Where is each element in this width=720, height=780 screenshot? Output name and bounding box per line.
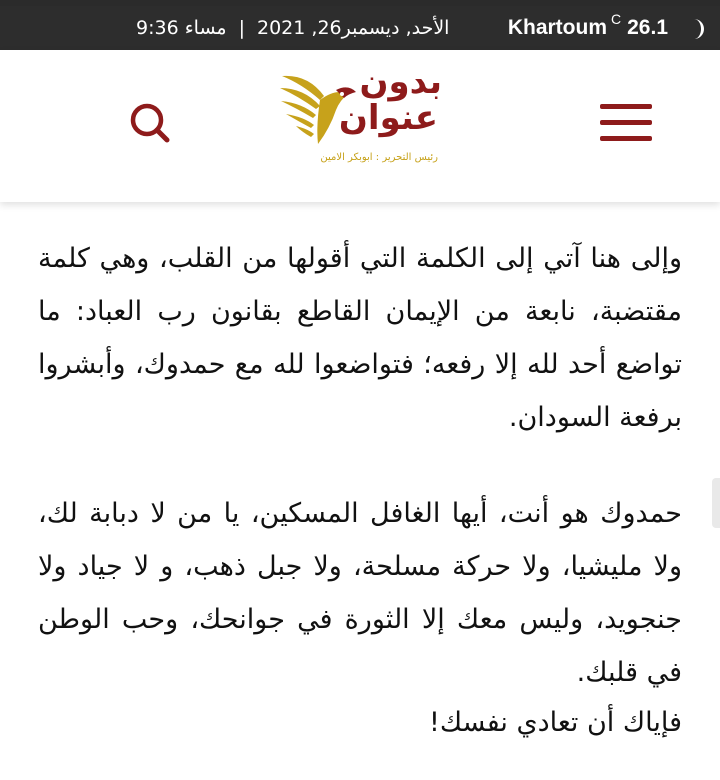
logo-subtitle: رئيس التحرير : ابوبكر الامين: [320, 152, 438, 163]
logo-title-line2: عنوان: [338, 98, 438, 138]
date-separator: |: [238, 17, 245, 39]
search-button[interactable]: [127, 100, 173, 146]
current-time: 9:36 مساء: [136, 17, 227, 39]
site-header: [0, 50, 720, 202]
search-icon: [127, 131, 173, 150]
temperature-unit: C: [611, 11, 622, 27]
top-bar: [0, 6, 720, 50]
menu-button[interactable]: [600, 104, 652, 142]
date-time: [136, 6, 449, 50]
side-scroll-tab[interactable]: [712, 478, 720, 528]
current-date: الأحد, ديسمبر26, 2021: [256, 17, 450, 39]
hamburger-menu-icon: [600, 104, 652, 141]
article-paragraph: فإياك أن تعادي نفسك!: [429, 707, 682, 738]
article-body: [38, 232, 682, 747]
moon-icon[interactable]: [682, 17, 706, 41]
weather-widget: [508, 6, 668, 50]
site-logo[interactable]: [278, 62, 442, 174]
temperature-value: 26.1: [627, 16, 668, 39]
weather-city: Khartoum: [507, 16, 607, 39]
article-paragraph: حمدوك هو أنت، أيها الغافل المسكين، يا من لا دبابة لك، ولا مليشيا، ولا حركة مسلحة، ولا جبل ذهب، و لا جياد ولا جنجويد، وليس معك إلا الثورة في جوانحك، وحب الوطن في قلبك.: [38, 498, 682, 688]
article-paragraph: وإلى هنا آتي إلى الكلمة التي أقولها من القلب، وهي كلمة مقتضبة، نابعة من الإيمان القاطع بقانون رب العباد: ما تواضع أحد لله إلا رفعه؛ فتواضعوا لله مع حمدوك، وأبشروا برفعة السودان.: [38, 243, 682, 433]
logo-title-line1: بدون: [359, 62, 442, 102]
